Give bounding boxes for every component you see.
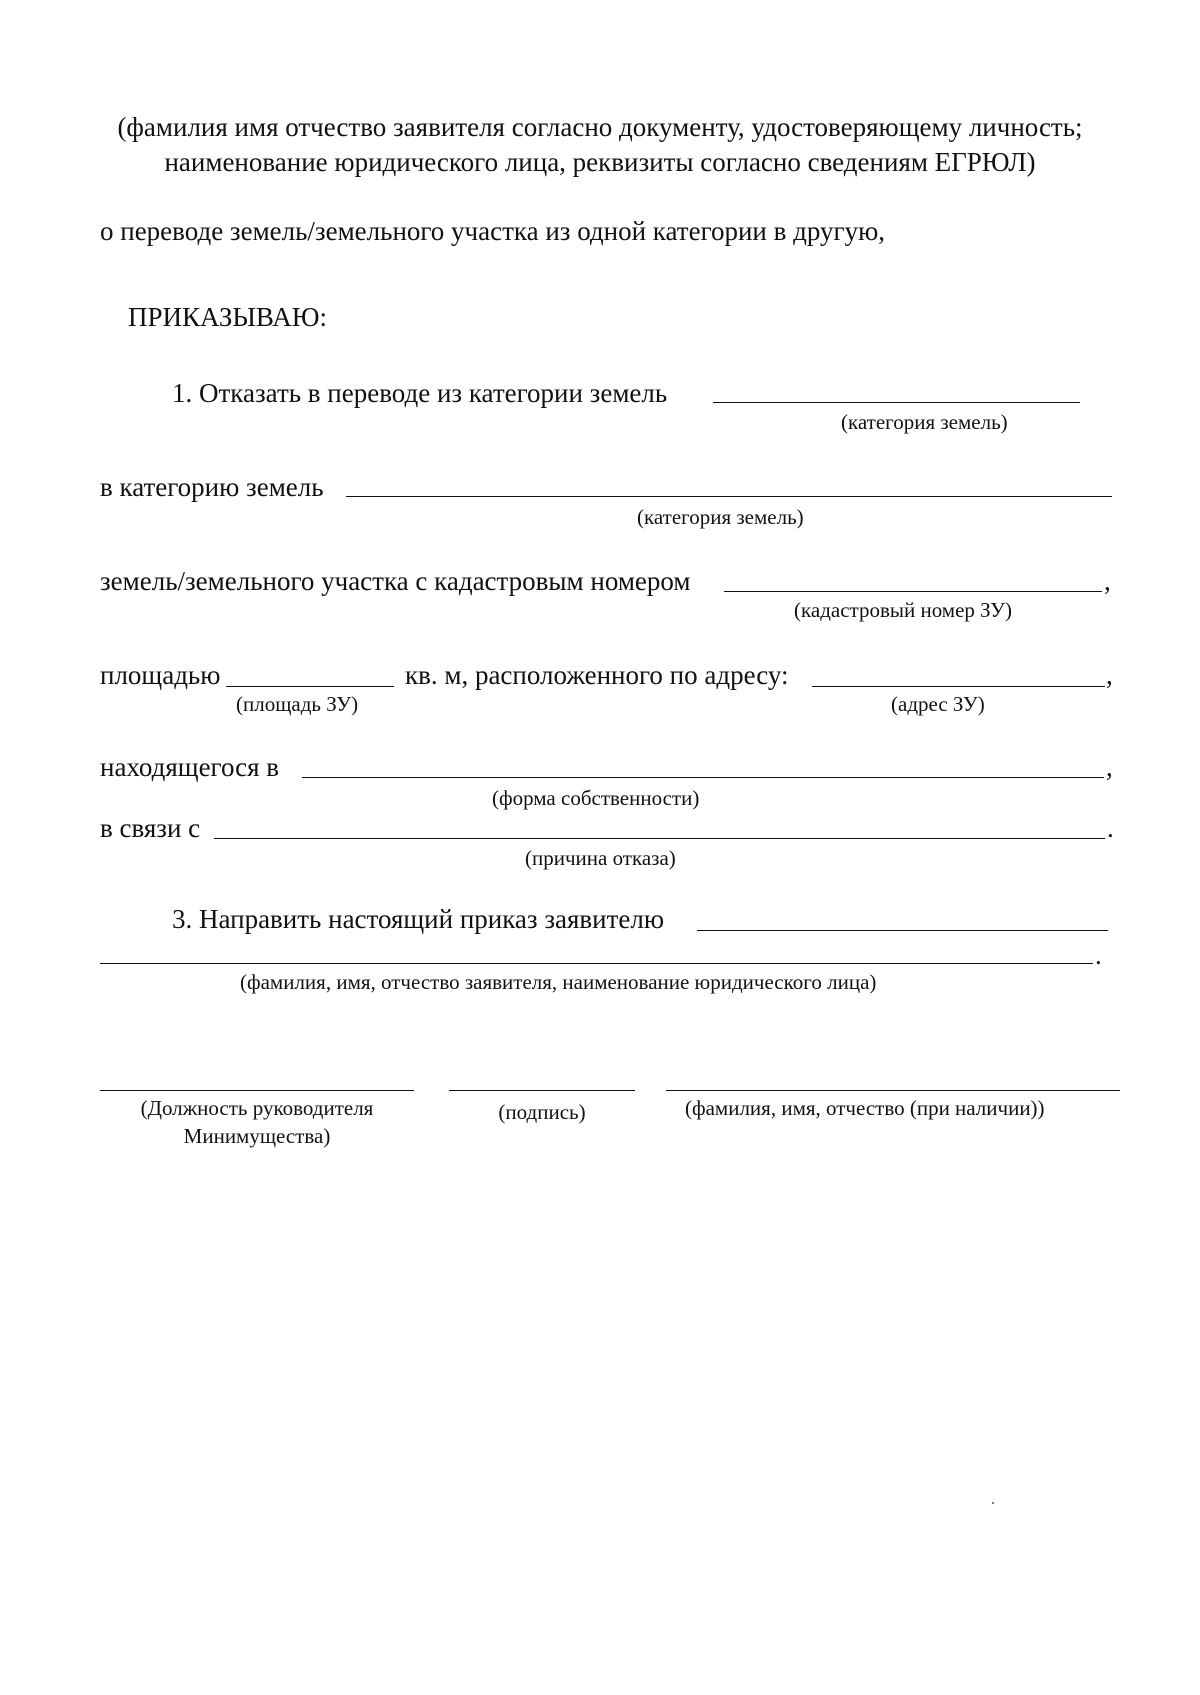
- ownership-caption: (форма собственности): [492, 786, 700, 810]
- area-caption: (площадь ЗУ): [236, 692, 359, 716]
- recipient-field-line2[interactable]: [100, 963, 1093, 964]
- to-category-caption: (категория земель): [637, 505, 804, 529]
- ownership-field[interactable]: [302, 777, 1104, 778]
- applicant-caption-line1: (фамилия имя отчество заявителя согласно документу, удостоверяющему личность;: [117, 112, 1083, 142]
- scan-speck: [992, 1502, 994, 1504]
- from-category-field[interactable]: [713, 402, 1080, 403]
- position-caption-line1: (Должность руководителя: [140, 1096, 374, 1120]
- cadastral-comma: ,: [1104, 566, 1111, 596]
- item3-text: 3. Направить настоящий приказ заявителю: [172, 904, 665, 934]
- applicant-caption-line2: наименование юридического лица, реквизиты согласно сведениям ЕГРЮЛ): [164, 147, 1036, 177]
- address-caption: (адрес ЗУ): [891, 692, 985, 716]
- item3-period: .: [1095, 940, 1102, 970]
- item1-text: 1. Отказать в переводе из категории земель: [172, 378, 668, 408]
- to-category-field[interactable]: [346, 496, 1112, 497]
- area-text-after: кв. м, расположенного по адресу:: [405, 660, 789, 690]
- ownership-text: находящегося в: [100, 752, 280, 782]
- cadastral-caption: (кадастровый номер ЗУ): [794, 598, 1013, 622]
- cadastral-text: земель/земельного участка с кадастровым номером: [100, 566, 691, 596]
- full-name-field[interactable]: [666, 1090, 1120, 1091]
- area-field[interactable]: [226, 686, 394, 687]
- to-category-text: в категорию земель: [100, 472, 324, 502]
- recipient-field-line1[interactable]: [697, 930, 1108, 931]
- position-field[interactable]: [100, 1090, 414, 1091]
- reason-field[interactable]: [214, 838, 1105, 839]
- reason-period: .: [1107, 813, 1114, 843]
- reason-text: в связи с: [100, 813, 201, 843]
- signature-field[interactable]: [449, 1090, 635, 1091]
- recipient-caption: (фамилия, имя, отчество заявителя, наименование юридического лица): [240, 970, 877, 994]
- cadastral-number-field[interactable]: [724, 591, 1102, 592]
- area-text-before: площадью: [100, 660, 221, 690]
- reason-caption: (причина отказа): [525, 846, 676, 870]
- order-subject: о переводе земель/земельного участка из одной категории в другую,: [100, 216, 886, 246]
- address-field[interactable]: [812, 686, 1105, 687]
- from-category-caption: (категория земель): [841, 410, 1008, 434]
- full-name-caption: (фамилия, имя, отчество (при наличии)): [685, 1096, 1045, 1120]
- signature-caption: (подпись): [498, 1100, 586, 1124]
- ownership-comma: ,: [1106, 752, 1113, 782]
- position-caption-line2: Минимущества): [183, 1124, 331, 1148]
- address-comma: ,: [1106, 660, 1113, 690]
- order-word: ПРИКАЗЫВАЮ:: [128, 302, 327, 332]
